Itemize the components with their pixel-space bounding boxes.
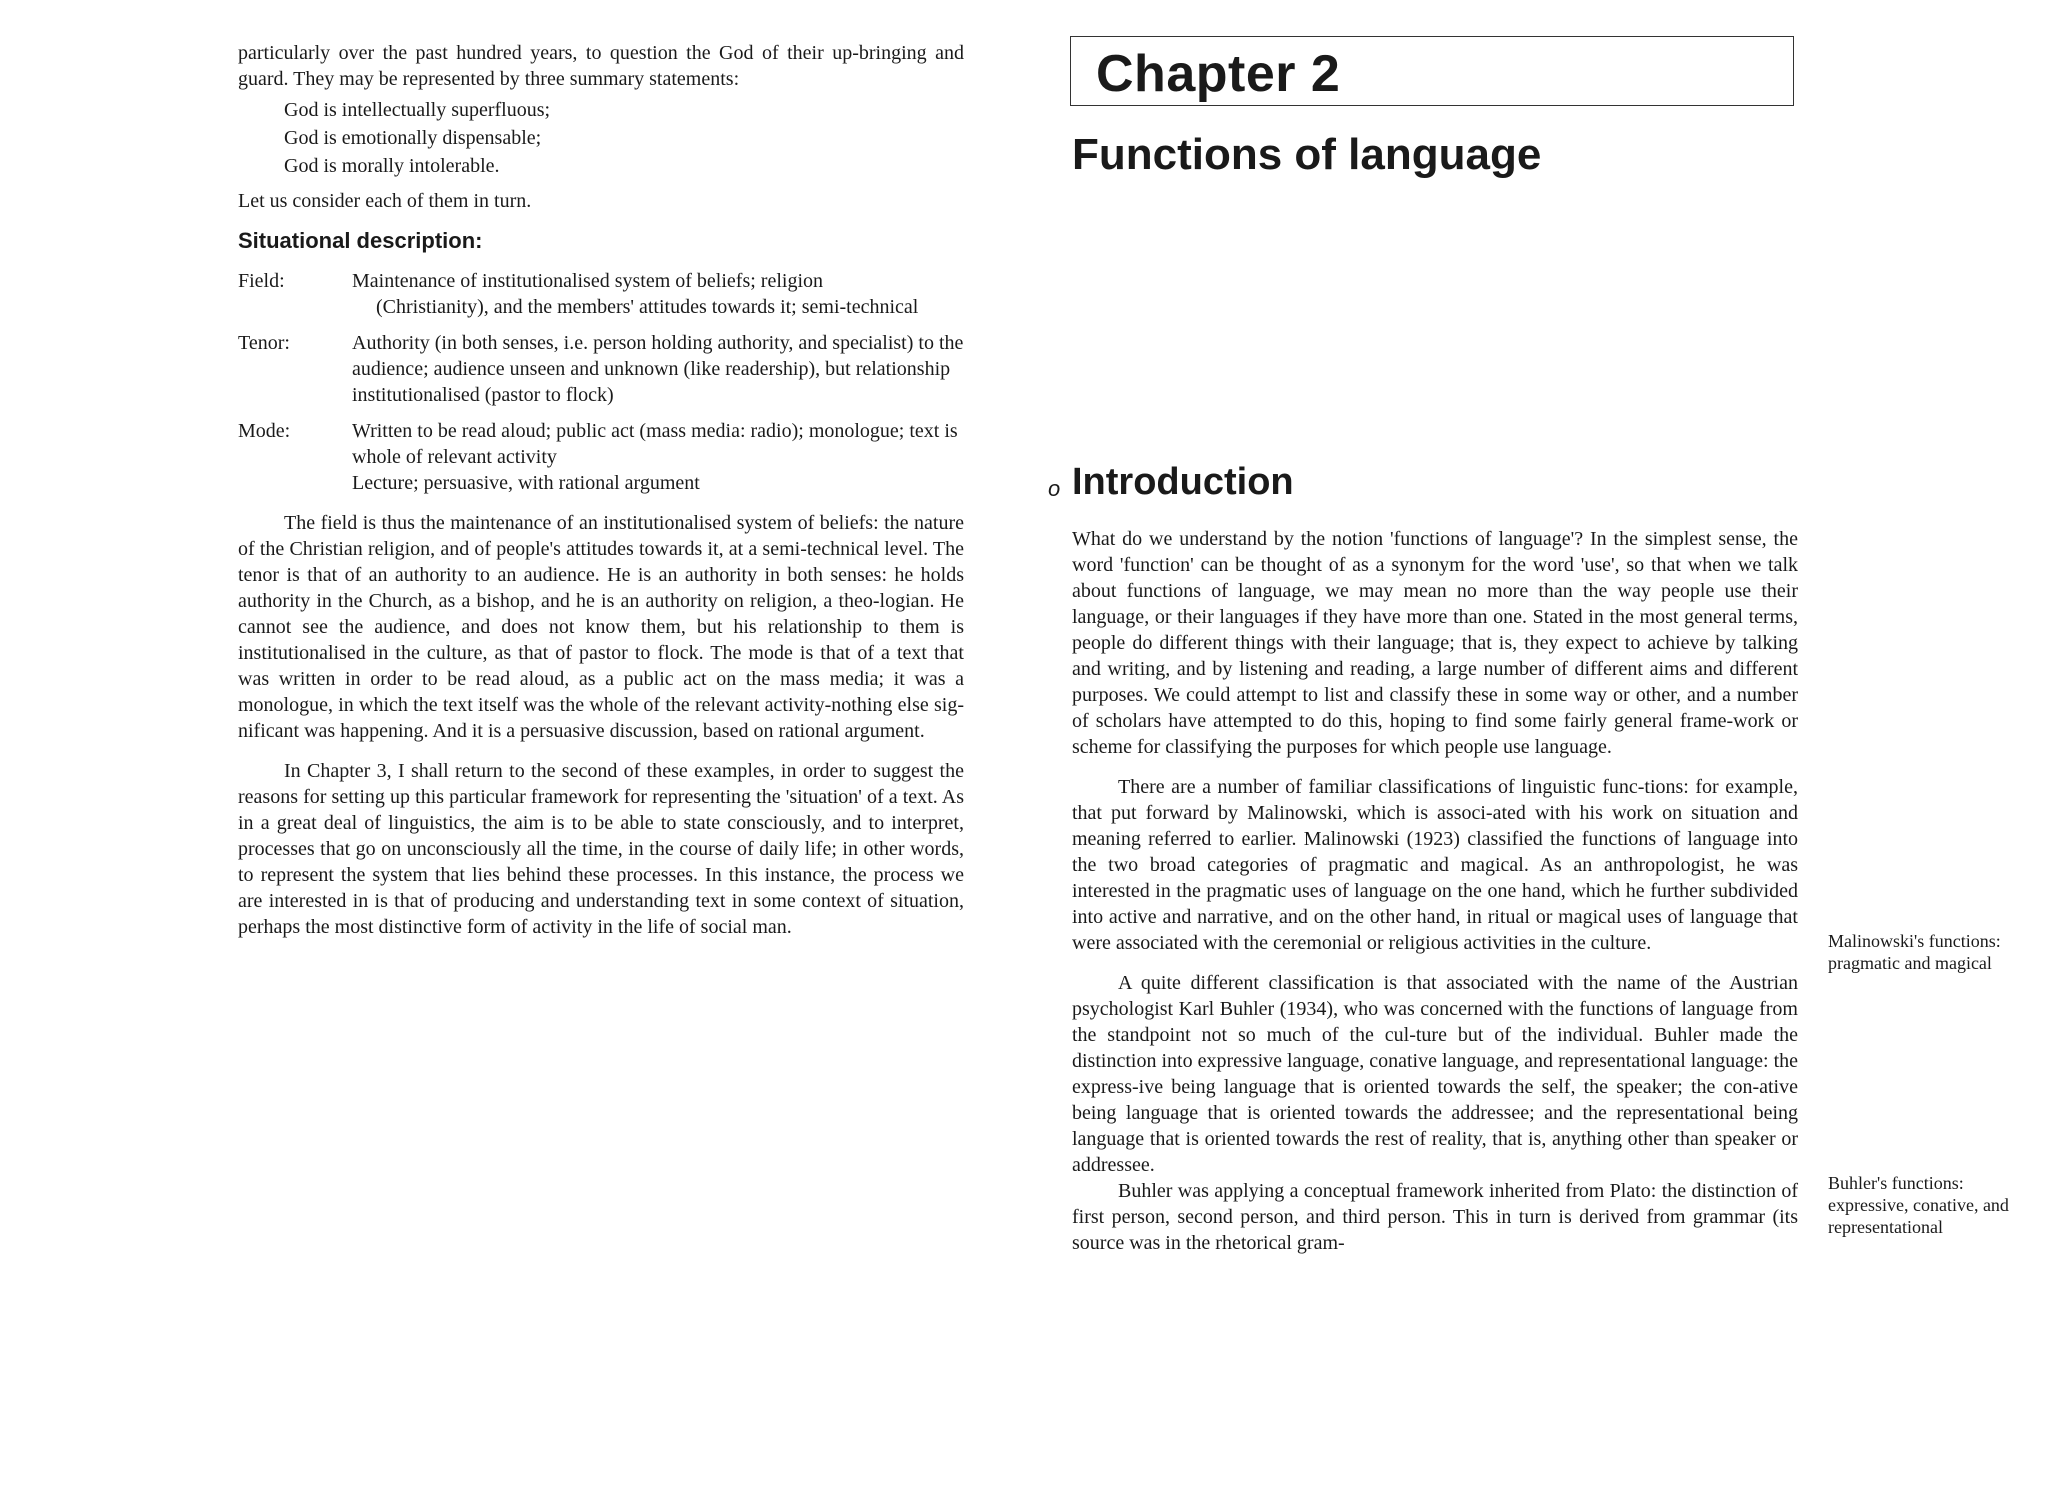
margin-note-malinowski: Malinowski's functions: pragmatic and magical xyxy=(1828,931,2001,973)
field-text-1: Maintenance of institutionalised system of beliefs; religion xyxy=(352,270,824,292)
statement-1: God is intellectually superfluous; xyxy=(284,99,551,121)
statement-3: God is morally intolerable. xyxy=(284,155,500,177)
tenor-text: Authority (in both senses, i.e. person holding authority, and specialist) to the audience; audience unseen and unknown (like readership), but relationship institutionalised (pastor to flock) xyxy=(352,332,964,406)
field-text-2: (Christianity), and the members' attitudes towards it; semi-technical xyxy=(376,296,919,318)
field-row xyxy=(238,268,964,320)
intro-marker: o xyxy=(1048,476,1061,501)
left-page xyxy=(0,0,1010,1487)
mode-label: Mode: xyxy=(238,420,291,442)
summary-statements xyxy=(284,96,964,180)
left-paragraph-2: In Chapter 3, I shall return to the second of these examples, in order to suggest the reasons for setting up this particular framework for representing the 'situation' of a text. As in a great deal of linguistics, the aim is to be able to state consciously, and to interpret, processes that go on unconsciously all the time, in the course of daily life; in other words, to represent the system that lies behind these processes. In this instance, the process we are interested in is that of producing and understanding text in some context of situation, perhaps the most distinctive form of activity in the life of social man. xyxy=(238,760,964,938)
opening-lines: particularly over the past hundred years, to question the God of their up-bringing and guard. They may be represented by three summary statements: xyxy=(238,42,964,90)
right-paragraph-2: There are a number of familiar classifications of linguistic func-tions: for example, that put forward by Malinowski, which is associ-ated with his work on situation and meaning referred to earlier. Malinowski (1923) classified the functions of language into the two broad categories of pragmatic and magical. As an anthropologist, he was interested in the pragmatic uses of language on the one hand, which he further subdivided into active and narrative, and on the other hand, in ritual or magical uses of language that were associated with the ceremonial or religious activities in the culture. xyxy=(1072,776,1798,954)
chapter-title: Functions of language xyxy=(1072,130,1542,179)
right-paragraph-1: What do we understand by the notion 'functions of language'? In the simplest sense, the word 'function' can be thought of as a synonym for the word 'use', so that when we talk about functions of language, we may mean no more than the way people use their language, or their languages if they have more than one. Stated in the most general terms, people do different things with their language; that is, they expect to achieve by talking and writing, and by listening and reading, a large number of different aims and different purposes. We could attempt to list and classify these in some way or other, and a number of scholars have attempted to do this, hoping to find some fairly general frame-work or scheme for classifying the purposes for which people use language. xyxy=(1072,528,1798,758)
right-paragraph-3: A quite different classification is that associated with the name of the Austrian psychologist Karl Buhler (1934), who was concerned with the functions of language from the standpoint not so much of the cul-ture but of the individual. Buhler made the distinction into expressive language, conative language, and representational language: the express-ive being language that is oriented towards the self, the speaker; the con-ative being language that is oriented towards the addressee; and the representational being language that is oriented towards the rest of reality, that is, anything other than speaker or addressee. xyxy=(1072,972,1798,1176)
consider-line: Let us consider each of them in turn. xyxy=(238,190,532,212)
mode-row xyxy=(238,418,964,496)
statement-2: God is emotionally dispensable; xyxy=(284,127,542,149)
mode-text-1: Written to be read aloud; public act (mass media: radio); monologue; text is whole of relevant activity xyxy=(352,420,958,468)
margin-note-buhler: Buhler's functions: expressive, conative, and representational xyxy=(1828,1173,2009,1237)
field-text xyxy=(352,268,964,320)
left-paragraph-1: The field is thus the maintenance of an institutionalised system of beliefs: the nature of the Christian religion, and of people's attitudes towards it, at a semi-technical level. The tenor is that of an authority to an audience. He is an authority in both senses: he holds authority in the Church, as a bishop, and he is an authority on religion, a theo-logian. He cannot see the audience, and does not know them, but his relationship to them is institutionalised in the culture, as that of pastor to flock. The mode is that of a text that was written in order to be read aloud, as a public act on the mass media; it was a monologue, in which the text itself was the whole of the relevant activity-nothing else sig-nificant was happening. And it is a persuasive discussion, based on rational argument. xyxy=(238,512,964,742)
tenor-row xyxy=(238,330,964,408)
left-text-column xyxy=(238,40,964,940)
situational-heading: Situational description: xyxy=(238,228,483,253)
right-page xyxy=(1010,0,2048,1487)
chapter-label: Chapter 2 xyxy=(1096,45,1341,103)
right-paragraph-4: Buhler was applying a conceptual framework inherited from Plato: the distinction of first person, second person, and third person. This in turn is derived from grammar (its source was in the rhetorical gram- xyxy=(1072,1180,1798,1254)
intro-heading: Introduction xyxy=(1072,461,1294,503)
mode-text-2: Lecture; persuasive, with rational argument xyxy=(352,472,700,494)
tenor-label: Tenor: xyxy=(238,332,290,354)
field-label: Field: xyxy=(238,270,285,292)
mode-text xyxy=(352,418,964,496)
right-text-column xyxy=(1072,526,1798,1256)
